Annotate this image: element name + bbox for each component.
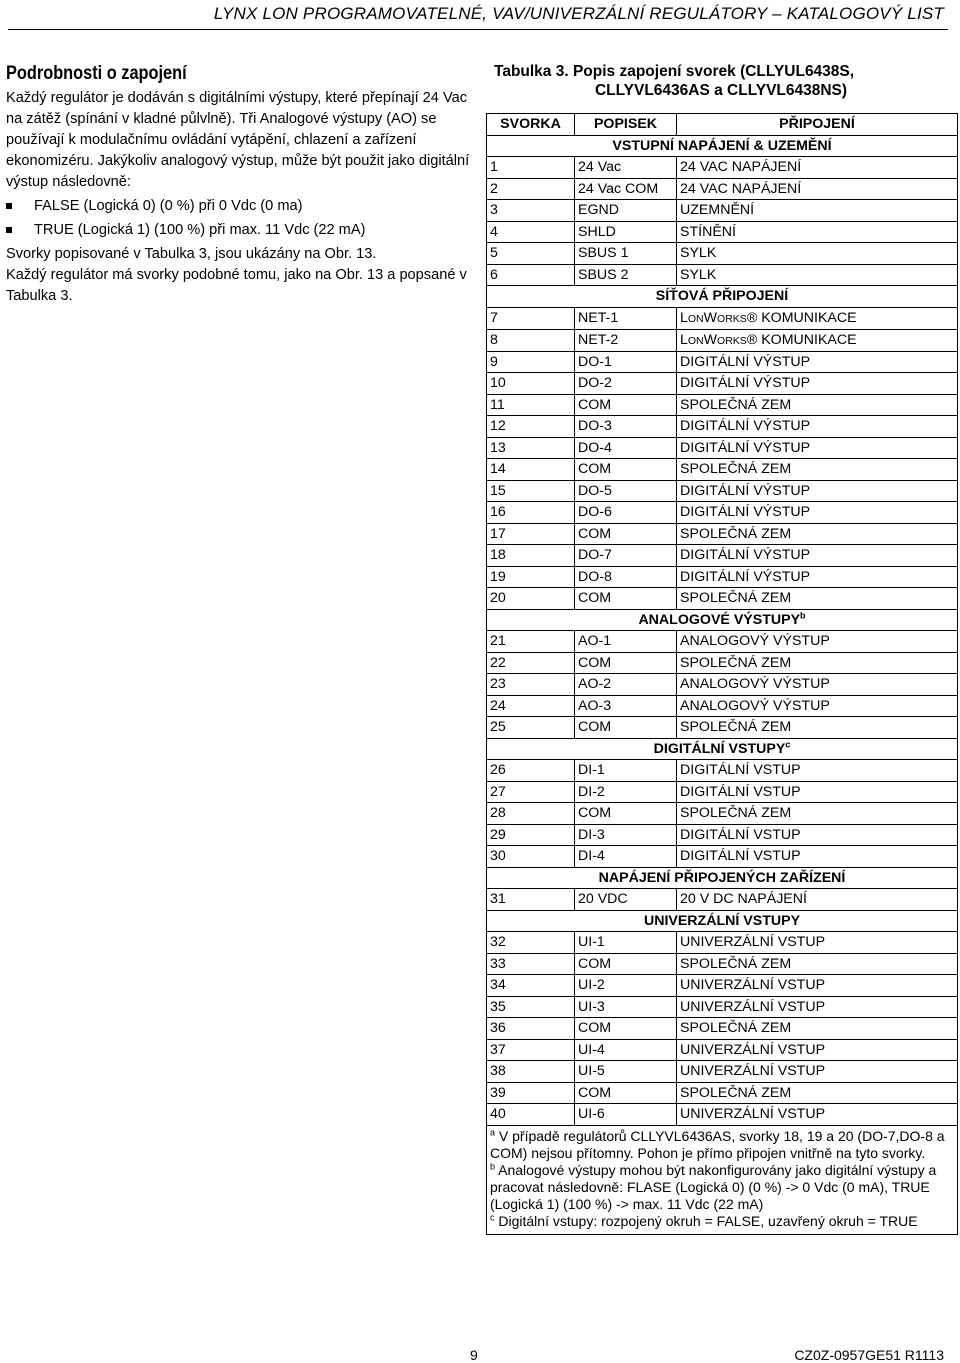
- footnote-c: [490, 1213, 949, 1230]
- terminal-number: 19: [487, 566, 575, 588]
- terminal-label: DO-8: [575, 566, 677, 588]
- terminal-label: DO-4: [575, 437, 677, 459]
- table-row: [487, 631, 958, 653]
- terminal-connection: SPOLEČNÁ ZEM: [677, 394, 958, 416]
- table-row: [487, 221, 958, 243]
- header-title: LYNX LON PROGRAMOVATELNÉ, VAV/UNIVERZÁLNÍ REGULÁTORY – KATALOGOVÝ LIST: [213, 4, 944, 23]
- terminal-number: 35: [487, 996, 575, 1018]
- terminal-number: 7: [487, 307, 575, 329]
- table-caption: Tabulka 3. Popis zapojení svorek (CLLYUL6438S,: [494, 63, 855, 80]
- terminal-number: 14: [487, 459, 575, 481]
- intro-paragraph: Každý regulátor je dodáván s digitálními výstupy, které přepínají 24 Vac na zátěž (spínání v kladné půlvlně). Tři Analogové výstupy (AO) se používají k modulačnímu ovládání vytápění, chlazení a zařízení ekonomizéru. Jakýkoliv analogový výstup, může být použit jako digitální výstup následovně:: [6, 90, 470, 190]
- bullet-text: FALSE (Logická 0) (0 %) při 0 Vdc (0 ma): [34, 198, 303, 214]
- terminal-connection: DIGITÁLNÍ VSTUP: [677, 824, 958, 846]
- terminal-label: DO-6: [575, 502, 677, 524]
- table-row: [487, 157, 958, 179]
- table-row: [487, 717, 958, 739]
- bullet-list: [6, 196, 476, 241]
- square-bullet-icon: [6, 227, 12, 233]
- terminal-connection: DIGITÁLNÍ VÝSTUP: [677, 437, 958, 459]
- section-title: Podrobnosti o zapojení: [6, 63, 187, 84]
- terminal-connection: DIGITÁLNÍ VSTUP: [677, 760, 958, 782]
- terminal-label: EGND: [575, 200, 677, 222]
- terminal-number: 4: [487, 221, 575, 243]
- table-row: [487, 932, 958, 954]
- table-row: [487, 523, 958, 545]
- terminal-number: 2: [487, 178, 575, 200]
- terminal-label: UI-6: [575, 1104, 677, 1126]
- table-row: [487, 1039, 958, 1061]
- footnote-mark: c: [785, 739, 791, 750]
- section-row: [487, 286, 958, 308]
- terminal-connection: DIGITÁLNÍ VÝSTUP: [677, 480, 958, 502]
- table-row: [487, 953, 958, 975]
- terminal-number: 40: [487, 1104, 575, 1126]
- table-row: [487, 975, 958, 997]
- terminal-number: 27: [487, 781, 575, 803]
- footnote-text: Digitální vstupy: rozpojený okruh = FALSE, uzavřený okruh = TRUE: [498, 1212, 918, 1229]
- table-row: [487, 1082, 958, 1104]
- terminal-number: 10: [487, 373, 575, 395]
- terminal-label: AO-1: [575, 631, 677, 653]
- bullet-item: [6, 220, 476, 241]
- terminal-number: 33: [487, 953, 575, 975]
- section-heading: [487, 910, 958, 932]
- terminal-connection: SPOLEČNÁ ZEM: [677, 953, 958, 975]
- terminal-number: 9: [487, 351, 575, 373]
- terminal-number: 15: [487, 480, 575, 502]
- terminal-label: UI-3: [575, 996, 677, 1018]
- footnote-mark: a: [490, 1126, 496, 1137]
- terminal-connection: DIGITÁLNÍ VÝSTUP: [677, 416, 958, 438]
- terminal-label: 24 Vac COM: [575, 178, 677, 200]
- section-heading-text: NAPÁJENÍ PŘIPOJENÝCH ZAŘÍZENÍ: [598, 869, 846, 886]
- terminal-label: DI-4: [575, 846, 677, 868]
- table-row: [487, 760, 958, 782]
- terminal-number: 17: [487, 523, 575, 545]
- terminal-number: 30: [487, 846, 575, 868]
- terminal-number: 18: [487, 545, 575, 567]
- footnote-text: V případě regulátorů CLLYVL6436AS, svorky 18, 19 a 20 (DO-7,DO-8 a COM) nejsou přítomny. Pohon je přímo připojen vnitřně na tyto svorky.: [490, 1127, 945, 1161]
- terminal-label: COM: [575, 1018, 677, 1040]
- table-row: [487, 437, 958, 459]
- terminal-connection: UNIVERZÁLNÍ VSTUP: [677, 975, 958, 997]
- table-row: [487, 200, 958, 222]
- bullet-text: TRUE (Logická 1) (100 %) při max. 11 Vdc (22 mA): [34, 222, 366, 238]
- terminal-connection: UNIVERZÁLNÍ VSTUP: [677, 996, 958, 1018]
- table-row: [487, 1018, 958, 1040]
- terminal-table: [486, 113, 958, 1235]
- terminal-connection: LONWORKS® KOMUNIKACE: [677, 329, 958, 351]
- terminal-number: 13: [487, 437, 575, 459]
- terminal-connection: DIGITÁLNÍ VÝSTUP: [677, 545, 958, 567]
- terminal-number: 16: [487, 502, 575, 524]
- header-popisek: POPISEK: [575, 114, 677, 136]
- header-pripojeni: PŘIPOJENÍ: [677, 114, 958, 136]
- footnote-mark: b: [490, 1160, 496, 1171]
- terminal-number: 3: [487, 200, 575, 222]
- terminal-label: COM: [575, 953, 677, 975]
- terminal-connection: 24 VAC NAPÁJENÍ: [677, 178, 958, 200]
- section-heading-text: UNIVERZÁLNÍ VSTUPY: [643, 912, 801, 929]
- terminal-connection: SPOLEČNÁ ZEM: [677, 717, 958, 739]
- terminal-label: DO-2: [575, 373, 677, 395]
- terminal-number: 12: [487, 416, 575, 438]
- terminal-label: COM: [575, 1082, 677, 1104]
- table-row: [487, 695, 958, 717]
- terminal-connection: DIGITÁLNÍ VÝSTUP: [677, 502, 958, 524]
- terminal-connection: UNIVERZÁLNÍ VSTUP: [677, 1039, 958, 1061]
- terminal-connection: LONWORKS® KOMUNIKACE: [677, 307, 958, 329]
- terminal-label: DO-1: [575, 351, 677, 373]
- section-heading-text: ANALOGOVÉ VÝSTUPY: [638, 611, 801, 628]
- right-column: [486, 62, 956, 1235]
- terminal-label: NET-2: [575, 329, 677, 351]
- section-row: [487, 609, 958, 631]
- table-body: [487, 135, 958, 1234]
- terminal-connection: DIGITÁLNÍ VÝSTUP: [677, 566, 958, 588]
- terminal-connection: DIGITÁLNÍ VÝSTUP: [677, 373, 958, 395]
- terminal-number: 32: [487, 932, 575, 954]
- terminal-connection: 24 VAC NAPÁJENÍ: [677, 157, 958, 179]
- terminal-number: 23: [487, 674, 575, 696]
- table-row: [487, 373, 958, 395]
- section-heading: [487, 135, 958, 157]
- footnote-mark: c: [490, 1211, 495, 1222]
- section-row: [487, 738, 958, 760]
- terminal-label: DI-3: [575, 824, 677, 846]
- terminal-number: 1: [487, 157, 575, 179]
- terminal-label: COM: [575, 588, 677, 610]
- section-row: [487, 867, 958, 889]
- terminal-label: SBUS 2: [575, 264, 677, 286]
- terminal-connection: SYLK: [677, 264, 958, 286]
- table-row: [487, 243, 958, 265]
- terminal-label: SBUS 1: [575, 243, 677, 265]
- header-divider: [8, 29, 948, 30]
- terminal-number: 21: [487, 631, 575, 653]
- notes-row: [487, 1125, 958, 1234]
- terminal-number: 25: [487, 717, 575, 739]
- terminal-number: 37: [487, 1039, 575, 1061]
- table-notes: [487, 1125, 958, 1234]
- page-number: 9: [470, 1347, 478, 1363]
- page-header: [0, 0, 960, 30]
- terminal-connection: SYLK: [677, 243, 958, 265]
- terminal-connection: SPOLEČNÁ ZEM: [677, 588, 958, 610]
- terminal-number: 34: [487, 975, 575, 997]
- terminal-label: UI-4: [575, 1039, 677, 1061]
- terminal-connection: UZEMNĚNÍ: [677, 200, 958, 222]
- terminal-connection: DIGITÁLNÍ VSTUP: [677, 781, 958, 803]
- table-row: [487, 351, 958, 373]
- terminal-number: 31: [487, 889, 575, 911]
- left-column: [6, 62, 476, 307]
- terminal-label: COM: [575, 717, 677, 739]
- footnote-a: [490, 1128, 949, 1162]
- terminal-connection: SPOLEČNÁ ZEM: [677, 803, 958, 825]
- square-bullet-icon: [6, 203, 12, 209]
- terminal-number: 28: [487, 803, 575, 825]
- terminal-number: 22: [487, 652, 575, 674]
- document-code: CZ0Z-0957GE51 R1113: [794, 1347, 944, 1363]
- terminal-connection: SPOLEČNÁ ZEM: [677, 652, 958, 674]
- table-row: [487, 480, 958, 502]
- terminal-label: COM: [575, 394, 677, 416]
- terminal-number: 8: [487, 329, 575, 351]
- table-row: [487, 329, 958, 351]
- terminal-connection: DIGITÁLNÍ VSTUP: [677, 846, 958, 868]
- terminal-connection: 20 V DC NAPÁJENÍ: [677, 889, 958, 911]
- section-heading: [487, 738, 958, 760]
- section-heading-text: SÍŤOVÁ PŘIPOJENÍ: [655, 288, 789, 305]
- table-row: [487, 996, 958, 1018]
- terminal-label: DO-5: [575, 480, 677, 502]
- table-row: [487, 545, 958, 567]
- table-row: [487, 588, 958, 610]
- section-heading: [487, 867, 958, 889]
- table-row: [487, 1104, 958, 1126]
- terminal-connection: UNIVERZÁLNÍ VSTUP: [677, 932, 958, 954]
- section-heading-text: DIGITÁLNÍ VSTUPY: [653, 740, 786, 757]
- terminal-connection: SPOLEČNÁ ZEM: [677, 1082, 958, 1104]
- terminal-connection: SPOLEČNÁ ZEM: [677, 523, 958, 545]
- terminal-label: DI-1: [575, 760, 677, 782]
- table-caption-models: CLLYVL6436AS a CLLYVL6438NS): [594, 82, 848, 99]
- terminal-label: SHLD: [575, 221, 677, 243]
- terminal-label: UI-5: [575, 1061, 677, 1083]
- footnote-b: [490, 1162, 949, 1213]
- terminal-connection: ANALOGOVÝ VÝSTUP: [677, 631, 958, 653]
- table-row: [487, 846, 958, 868]
- table-row: [487, 674, 958, 696]
- terminal-label: AO-3: [575, 695, 677, 717]
- terminal-label: COM: [575, 803, 677, 825]
- table-row: [487, 502, 958, 524]
- table-row: [487, 178, 958, 200]
- terminal-connection: ANALOGOVÝ VÝSTUP: [677, 674, 958, 696]
- section-heading-text: VSTUPNÍ NAPÁJENÍ & UZEMĚNÍ: [612, 137, 832, 154]
- terminal-label: DO-3: [575, 416, 677, 438]
- terminal-label: DO-7: [575, 545, 677, 567]
- terminal-connection: STÍNĚNÍ: [677, 221, 958, 243]
- terminal-connection: SPOLEČNÁ ZEM: [677, 459, 958, 481]
- table-row: [487, 803, 958, 825]
- terminal-number: 20: [487, 588, 575, 610]
- table-row: [487, 889, 958, 911]
- terminal-label: NET-1: [575, 307, 677, 329]
- terminal-number: 29: [487, 824, 575, 846]
- terminal-connection: SPOLEČNÁ ZEM: [677, 1018, 958, 1040]
- table-row: [487, 264, 958, 286]
- terminal-label: DI-2: [575, 781, 677, 803]
- terminal-label: COM: [575, 459, 677, 481]
- table-row: [487, 781, 958, 803]
- terminal-connection: UNIVERZÁLNÍ VSTUP: [677, 1061, 958, 1083]
- terminal-label: COM: [575, 523, 677, 545]
- terminal-label: AO-2: [575, 674, 677, 696]
- terminal-label: 24 Vac: [575, 157, 677, 179]
- terminal-number: 39: [487, 1082, 575, 1104]
- section-row: [487, 135, 958, 157]
- table-row: [487, 652, 958, 674]
- footnote-text: Analogové výstupy mohou být nakonfigurovány jako digitální výstupy a pracovat následovně: FLASE (Logická 0) (0 %) -> 0 Vdc (0 mA), TRUE (Logická 1) (100 %) -> max. 11 Vdc (22 mA): [490, 1161, 937, 1212]
- table-row: [487, 307, 958, 329]
- terminals-paragraph: Svorky popisované v Tabulka 3, jsou ukázány na Obr. 13.: [6, 246, 377, 262]
- section-heading: [487, 286, 958, 308]
- header-svorka: SVORKA: [487, 114, 575, 136]
- terminal-number: 5: [487, 243, 575, 265]
- table-row: [487, 1061, 958, 1083]
- table-header-row: [487, 114, 958, 136]
- terminal-number: 6: [487, 264, 575, 286]
- table-row: [487, 459, 958, 481]
- terminal-number: 26: [487, 760, 575, 782]
- table-row: [487, 566, 958, 588]
- terminal-number: 11: [487, 394, 575, 416]
- terminal-number: 38: [487, 1061, 575, 1083]
- terminal-label: COM: [575, 652, 677, 674]
- terminal-connection: UNIVERZÁLNÍ VSTUP: [677, 1104, 958, 1126]
- terminal-number: 24: [487, 695, 575, 717]
- terminal-connection: DIGITÁLNÍ VÝSTUP: [677, 351, 958, 373]
- terminal-number: 36: [487, 1018, 575, 1040]
- footnote-mark: b: [800, 610, 806, 621]
- terminal-label: UI-2: [575, 975, 677, 997]
- terminal-label: UI-1: [575, 932, 677, 954]
- table-row: [487, 394, 958, 416]
- terminal-connection: ANALOGOVÝ VÝSTUP: [677, 695, 958, 717]
- terminal-label: 20 VDC: [575, 889, 677, 911]
- section-heading: [487, 609, 958, 631]
- section-row: [487, 910, 958, 932]
- table-row: [487, 416, 958, 438]
- bullet-item: [6, 196, 476, 217]
- table-row: [487, 824, 958, 846]
- controller-paragraph: Každý regulátor má svorky podobné tomu, jako na Obr. 13 a popsané v Tabulka 3.: [6, 267, 467, 304]
